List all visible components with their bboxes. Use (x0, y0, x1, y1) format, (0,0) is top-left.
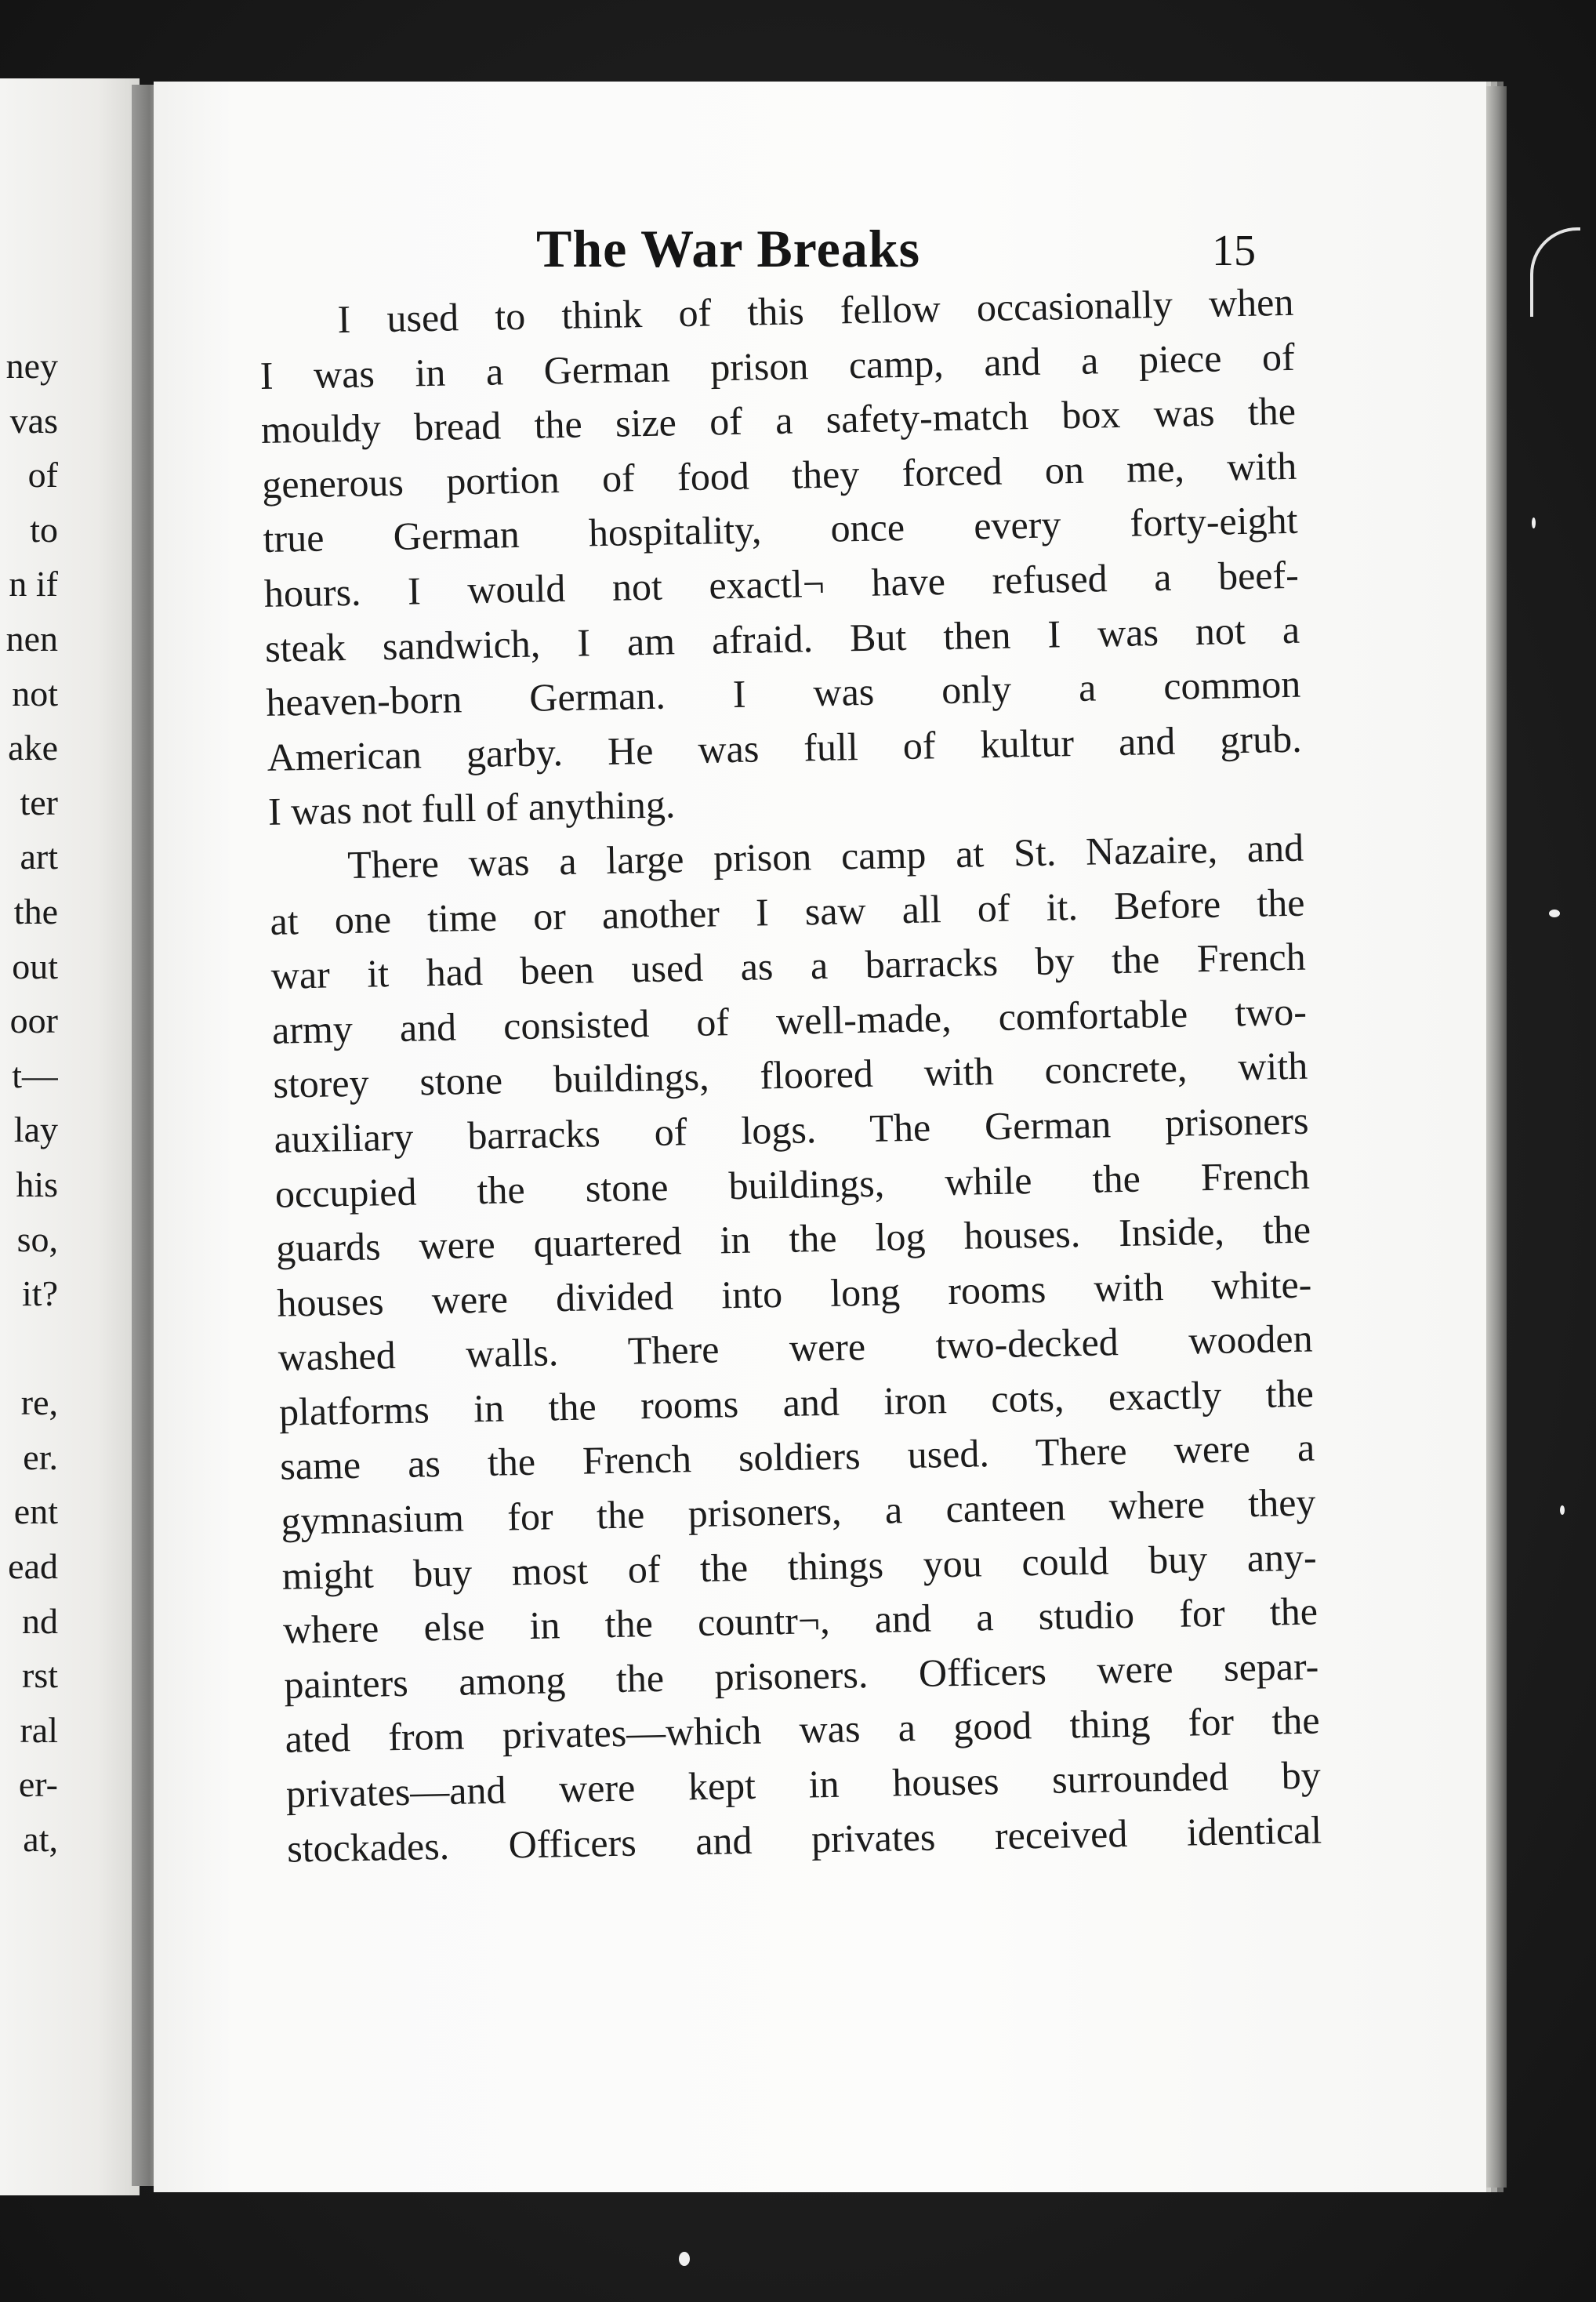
paragraph (269, 825, 1322, 1880)
text-line: army and consisted of well-made, comfortable two- (271, 989, 1308, 1052)
text-line: I was not full of anything. (267, 782, 676, 834)
text-line: steak sandwich, I am afraid. But then I was not a (264, 607, 1300, 670)
text-line: I was in a German prison camp, and a piece of (259, 334, 1296, 398)
body-text (259, 279, 1322, 1880)
paragraph (259, 279, 1304, 844)
text-line: There was a large prison camp at St. Nazaire, and (346, 825, 1304, 887)
text-line: storey stone buildings, floored with concrete, with (272, 1043, 1308, 1107)
facing-page-line: it? (22, 1273, 58, 1314)
facing-page-line: lay (13, 1109, 58, 1150)
text-line: might buy most of the things you could buy any- (281, 1534, 1318, 1598)
text-line: mouldy bread the size of a safety-match box was the (260, 388, 1297, 452)
text-line: generous portion of food they forced on me, with (261, 443, 1297, 507)
text-line: heaven-born German. I was only a common (265, 661, 1301, 725)
text-line: guards were quartered in the log houses. Inside, the (275, 1207, 1311, 1270)
scan-speck (679, 2252, 690, 2266)
facing-page-line: ral (20, 1709, 58, 1750)
facing-page-line: ead (8, 1546, 58, 1587)
scan-speck (1532, 517, 1536, 528)
page-number: 15 (1212, 227, 1256, 275)
text-line: true German hospitality, once every forty-eight (263, 498, 1298, 561)
facing-page-line: out (12, 946, 58, 986)
text-line: where else in the countr¬, and a studio for the (282, 1589, 1319, 1652)
text-line: American garby. He was full of kultur and grub. (267, 716, 1303, 779)
facing-page-line: nd (22, 1600, 58, 1641)
facing-page-line: not (12, 673, 58, 713)
text-line: hours. I would not exactl¬ have refused a beef- (263, 552, 1300, 615)
facing-page-text-fragments (0, 339, 58, 1867)
scan-speck (1549, 910, 1560, 917)
text-line: I used to think of this fellow occasionally when (337, 279, 1294, 342)
text-line: platforms in the rooms and iron cots, exactly the (278, 1371, 1315, 1434)
facing-page-line: his (16, 1164, 58, 1204)
text-line: houses were divided into long rooms with white- (276, 1262, 1312, 1325)
facing-page-line: vas (9, 400, 58, 441)
facing-page-line: n if (9, 564, 58, 605)
scan-speck (1560, 1505, 1565, 1515)
facing-page-line: ent (13, 1491, 58, 1532)
facing-page-line: er. (23, 1436, 58, 1477)
facing-page-line: rst (22, 1655, 58, 1696)
facing-page-line: ter (20, 782, 58, 822)
text-line: ated from privates—which was a good thing for the (285, 1697, 1320, 1762)
page-edge (1486, 86, 1507, 2188)
facing-page-line: oor (9, 1000, 58, 1041)
facing-page-line: of (27, 455, 58, 496)
facing-page-line: the (13, 891, 58, 931)
text-line: auxiliary barracks of logs. The German prisoners (274, 1098, 1309, 1161)
facing-page-line: nen (5, 618, 58, 659)
facing-page-line: er- (18, 1764, 58, 1805)
facing-page-line: so, (16, 1218, 58, 1259)
running-head: The War Breaks (536, 219, 921, 278)
text-line: painters among the prisoners. Officers were separ- (283, 1643, 1319, 1707)
facing-page-line: art (20, 837, 58, 877)
text-line: privates—and were kept in houses surrounded by (285, 1752, 1322, 1816)
facing-page-line (0, 1321, 58, 1376)
text-line: occupied the stone buildings, while the French (274, 1153, 1311, 1216)
facing-page-line: to (30, 509, 58, 550)
text-line: washed walls. There were two-decked wooden (277, 1316, 1314, 1380)
text-line: at one time or another I saw all of it. Before the (270, 880, 1305, 943)
facing-page-line: at, (23, 1819, 58, 1860)
facing-page-line: ake (8, 728, 58, 768)
facing-page-line: re, (20, 1382, 58, 1423)
text-line: stockades. Officers and privates received identical (286, 1807, 1322, 1871)
facing-page-line: t— (12, 1055, 58, 1095)
text-line: war it had been used as a barracks by the French (270, 934, 1307, 997)
text-line: same as the French soldiers used. There were a (279, 1425, 1315, 1489)
text-line: gymnasium for the prisoners, a canteen where they (281, 1480, 1316, 1543)
facing-page-line: ney (5, 346, 58, 386)
